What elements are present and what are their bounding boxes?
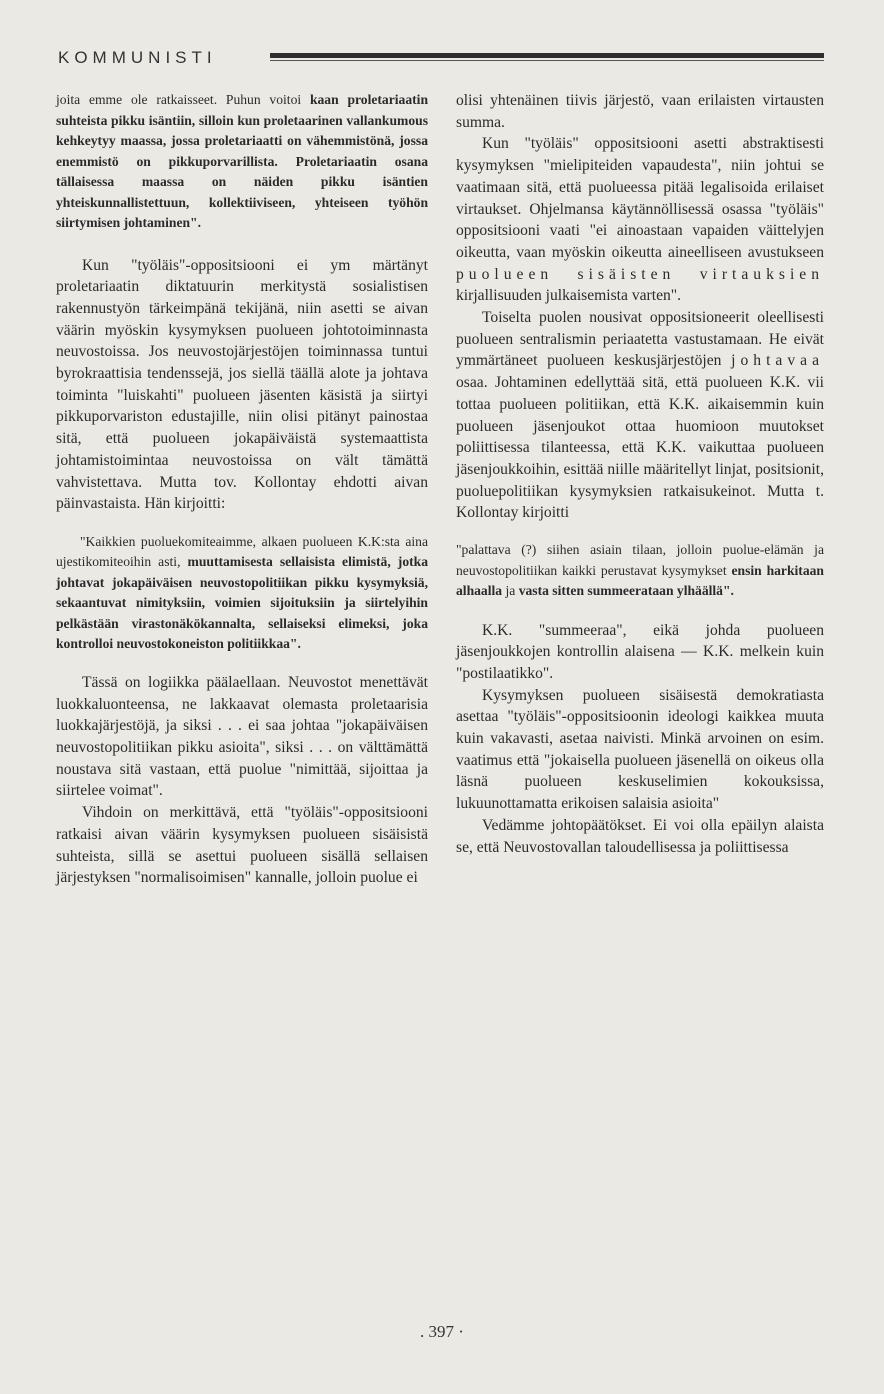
quote-normal: ja <box>505 583 516 599</box>
header-rule <box>270 53 824 58</box>
text-normal: joita emme ole ratkaisseet. Puhun voitoi <box>56 92 302 107</box>
paragraph <box>456 307 824 524</box>
text-bold: kaan proletariaatin suhteista pikku isäntiin, silloin kun proletaarinen vallankumous kehkeytyy maassa, jossa proletariaatti on vähemmistönä, jossa enemmistö on pikkuporvarillista. Proletariaatin osana tällaisessa maassa on näiden pikku isäntien yhteiskunnallistettuun, kollektiiviseen, yhteiseen työhön siirtymisen johtaminen". <box>56 92 428 230</box>
right-column <box>456 90 824 858</box>
paragraph <box>56 90 428 234</box>
paragraph: olisi yhtenäinen tiivis järjestö, vaan erilaisten virtausten summa. <box>456 92 824 131</box>
journal-title: KOMMUNISTI <box>58 48 217 67</box>
quote-bold: vasta sitten summeerataan ylhäällä". <box>518 583 734 599</box>
running-header <box>58 44 824 74</box>
text-normal: osaa. Johtaminen edellyttää sitä, että puolueen K.K. vii tottaa puolueen politiikan, että K.K. aikaisemmin kuin puolueen jäsenjoukot ottaa huomioon muutokset poliittisessa tilanteessa, että K.K. vaikuttaa puolueen jäsenjoukkoihin, esittää niille määritellyt linjat, positsionit, puoluepolitiikan kysymyksien ratkaisukeinot. Mutta t. Kollontay kirjoitti <box>456 374 824 522</box>
header-rule-thin <box>270 60 824 61</box>
text-normal: kirjallisuuden julkaisemista varten". <box>456 287 682 305</box>
block-quote <box>456 540 824 602</box>
paragraph: Kun "työläis"-oppositsiooni ei ym märtänyt proletariaatin diktatuurin merkitystä sosialistisen rakennustyön tärkeimpänä tekijänä, niin asetti se aivan väärin myöskin kysymyksen puolueen johtotoiminnasta neuvostoissa. Jos neuvostojärjestöjen toiminnassa tuntui byrokraattisia tendenssejä, jos siellä täällä alote ja johtava toiminta "luiskahti" puolueen jäsenten käsistä ja siirtyi pikkuporvariston edustajille, niin olisi pitänyt painostaa sitä, että puolueen jokapäiväistä systemaattista johtamistoimintaa neuvostoissa on vält tämättä vahvistettava. Mutta tov. Kollontay ehdotti aivan päinvastaista. Hän kirjoitti: <box>56 256 428 513</box>
quote-bold: ensin harkitaan alhaalla <box>456 562 824 599</box>
paragraph <box>456 133 824 307</box>
paragraph: Vihdoin on merkittävä, että "työläis"-oppositsiooni ratkaisi aivan väärin kysymyksen puolueen sisäisistä suhteista, sillä se asettui puolueen sisällä sellaisen järjestyksen "normalisoimisen" kannalle, jolloin puolue ei <box>56 804 428 887</box>
quote-normal: "palattava (?) siihen asiain tilaan, jolloin puolue-elämän ja neuvostopolitiikan kaikki perustavat kysymykset <box>456 542 824 578</box>
paragraph: Tässä on logiikka päälaellaan. Neuvostot menettävät luokkaluonteensa, ne lakkaavat olemasta proletaarisia luokkajärjestöjä, ja siksi . . . ei saa johtaa "jokapäiväisen neuvostopolitiikan pikku asioita", siksi . . . on välttämättä noustava sitä vastaan, että puolue "nimittää, sijoittaa ja siirtelee voimat". <box>56 673 428 800</box>
page-number: . 397 · <box>420 1322 464 1341</box>
paragraph: Vedämme johtopäätökset. Ei voi olla epäilyn alaista se, että Neuvostovallan taloudellisessa ja poliittisessa <box>456 816 824 856</box>
block-quote <box>56 532 428 655</box>
quote-bold: muuttamisesta sellaisista elimistä, jotka johtavat jokapäiväisen neuvostopolitiikan pikku kysymyksiä, sekaantuvat nimityksiin, voimien sijoituksiin ja siirtelyihin pelkästään virastonäkökannalta, sellaiseksi elimeksi, joka kontrolloi neuvostokoneiston politiikkaa". <box>56 554 428 652</box>
left-column <box>56 90 428 889</box>
spaced-emphasis: puolueen sisäisten virtauksien <box>456 265 824 283</box>
paragraph: Kysymyksen puolueen sisäisestä demokratiasta asettaa "työläis"-oppositsioonin ideologi kaikkea muuta kuin vakavasti, asetaa naivisti. Minkä arvoinen on esim. vaatimus että "jokaisella puolueen jäsenellä on oikeus olla läsnä puolueen keskuselimien kokouksissa, lukuunottamatta erikoisen salaisia asioita" <box>456 686 824 813</box>
spaced-emphasis: johtavaa <box>731 352 824 370</box>
quote-normal: "Kaikkien puoluekomiteaimme, alkaen puolueen K.K:sta aina ujestikomiteoihin asti, <box>56 533 428 570</box>
text-normal: Toiselta puolen nousivat oppositsioneerit oleellisesti puolueen sentralismin periaatetta vastustamaan. He eivät ymmärtäneet puolueen keskusjärjestöjen <box>456 309 824 370</box>
paragraph: K.K. "summeeraa", eikä johda puolueen jäsenjoukkojen kontrollin alaisena — K.K. melkein kuin "postilaatikko". <box>456 621 824 682</box>
text-normal: Kun "työläis" oppositsiooni asetti abstraktisesti kysymyksen "mielipiteiden vapaudesta", niin johtui se vaatimaan sitä, että puolueessa pitää legalisoida erilaiset virtaukset. Ohjelmansa käytännöllisessä osassa "työläis" oppositsiooni vaati "ei ainoastaan vapaiden väittelyjen oikeutta, vaan myöskin oikeutta aineelliseen avustukseen <box>456 135 824 261</box>
